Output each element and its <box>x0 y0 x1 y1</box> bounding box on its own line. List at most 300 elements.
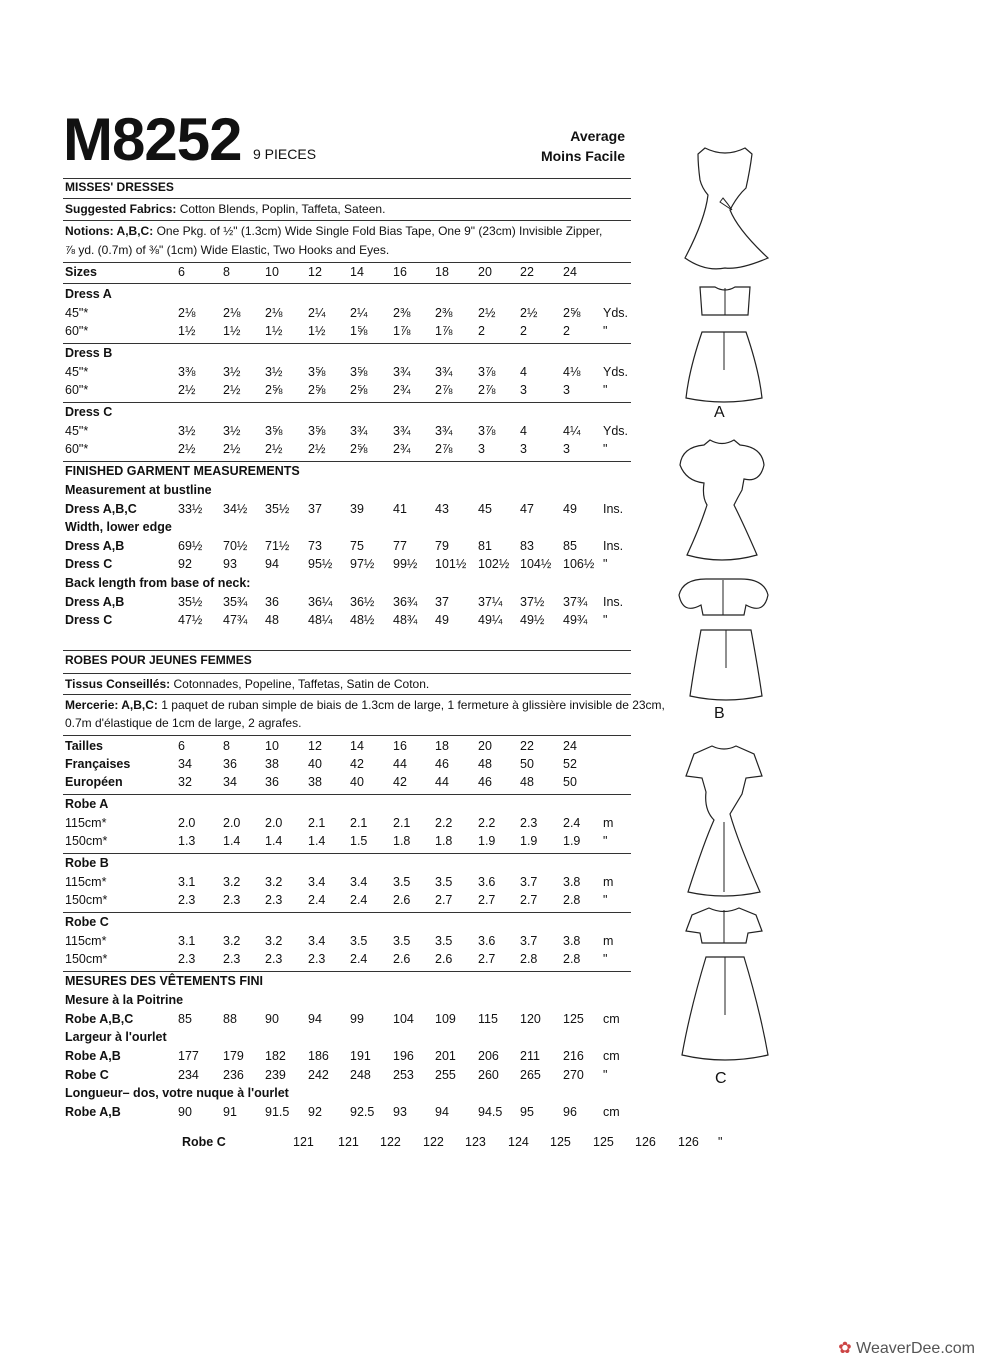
cell: 36½ <box>350 595 375 609</box>
cell: 2⅞ <box>435 442 453 456</box>
cell: 35½ <box>178 595 203 609</box>
cell: 2.7 <box>478 952 496 966</box>
cell: 49 <box>435 613 449 627</box>
cell: 90 <box>265 1012 279 1026</box>
cell: 2.8 <box>520 952 538 966</box>
table-row <box>63 932 643 951</box>
row-label: Dress A,B,C <box>65 502 137 516</box>
row-label: 115cm* <box>65 816 107 830</box>
cell: " <box>603 557 608 571</box>
cell: 2 <box>520 324 527 338</box>
cell: 50 <box>563 775 577 789</box>
cell: 3.4 <box>350 875 368 889</box>
cell: 2⅜ <box>435 306 453 320</box>
figure-label-a: A <box>714 404 725 421</box>
cell: 3.6 <box>478 934 496 948</box>
cell: m <box>603 816 614 830</box>
cell: 20 <box>478 265 492 279</box>
cell: 4⅛ <box>563 365 581 379</box>
divider <box>63 198 631 199</box>
cell: 2½ <box>520 306 538 320</box>
fabrics-en <box>65 200 385 218</box>
table-row <box>63 950 643 969</box>
cell: 24 <box>563 265 577 279</box>
cell: 104 <box>393 1012 414 1026</box>
cell: 211 <box>520 1049 540 1063</box>
row-label: 45"* <box>65 306 89 320</box>
cell: 2.4 <box>308 893 326 907</box>
cell: 2½ <box>478 306 496 320</box>
row-label: 150cm* <box>65 834 108 848</box>
table-row <box>63 913 643 932</box>
table-row <box>63 795 643 814</box>
sub-heading <box>63 991 643 1010</box>
cell: 260 <box>478 1068 499 1082</box>
cell: 90 <box>178 1105 192 1119</box>
cell: 1.9 <box>563 834 581 848</box>
notions-text: One Pkg. of ½" (1.3cm) Wide Single Fold Bias Tape, One 9" (23cm) Invisible Zipper, <box>156 224 603 238</box>
cell: 3.7 <box>520 934 538 948</box>
cell: 92.5 <box>350 1105 375 1119</box>
cell: 126 <box>635 1135 656 1149</box>
cell: 35¾ <box>223 595 248 609</box>
cell: 24 <box>563 739 577 753</box>
cell: 48¼ <box>308 613 333 627</box>
cell: 35½ <box>265 502 290 516</box>
table-row <box>63 832 643 851</box>
cell: 1.3 <box>178 834 196 848</box>
cell: 3.7 <box>520 875 538 889</box>
cell: 2.8 <box>563 893 581 907</box>
cell: 3.1 <box>178 875 196 889</box>
cell: 1⅞ <box>435 324 453 338</box>
cell: 2.3 <box>178 952 196 966</box>
cell: 2½ <box>223 383 241 397</box>
cell: 94 <box>308 1012 322 1026</box>
width-heading: Width, lower edge <box>65 520 172 534</box>
cell: m <box>603 875 614 889</box>
cell: 123 <box>465 1135 486 1149</box>
cell: 124 <box>508 1135 529 1149</box>
cell: 8 <box>223 265 230 279</box>
cell: 1.8 <box>393 834 411 848</box>
cell: 33½ <box>178 502 203 516</box>
cell: 206 <box>478 1049 499 1063</box>
cell: 101½ <box>435 557 467 571</box>
cell: 120 <box>520 1012 541 1026</box>
row-label: Robe A,B <box>65 1049 121 1063</box>
cell: 2⅞ <box>478 383 496 397</box>
cell: 44 <box>435 775 449 789</box>
cell: 44 <box>393 757 407 771</box>
dress-c-skirt-drawing <box>680 955 770 1065</box>
cell: 2.3 <box>223 893 241 907</box>
table-row <box>63 403 643 422</box>
cell: 1.5 <box>350 834 368 848</box>
cell: 3½ <box>178 424 196 438</box>
cell: 2⅛ <box>178 306 196 320</box>
table-row <box>63 755 643 774</box>
cell: 3¾ <box>393 365 411 379</box>
cell: 91 <box>223 1105 237 1119</box>
dress-b-bodice-drawing <box>676 575 771 625</box>
footer-brand <box>838 1338 975 1358</box>
row-heading: Dress A <box>65 287 112 301</box>
cell: 96 <box>563 1105 577 1119</box>
row-heading: Dress B <box>65 346 113 360</box>
fgm-heading: FINISHED GARMENT MEASUREMENTS <box>65 464 300 478</box>
section-title-en: MISSES' DRESSES <box>65 180 174 194</box>
dress-c-drawing <box>674 742 774 902</box>
cell: 1.9 <box>478 834 496 848</box>
cell: 2¾ <box>393 383 411 397</box>
cell: 3.4 <box>308 934 326 948</box>
cell: 52 <box>563 757 577 771</box>
cell: 3.8 <box>563 934 581 948</box>
cell: 2.1 <box>350 816 368 830</box>
cell: 2.8 <box>563 952 581 966</box>
cell: 94.5 <box>478 1105 503 1119</box>
row-heading: Robe C <box>65 915 109 929</box>
cell: 49¼ <box>478 613 503 627</box>
row-label: 115cm* <box>65 875 107 889</box>
cell: 37¾ <box>563 595 588 609</box>
cell: 2.4 <box>350 952 368 966</box>
cell: 1½ <box>178 324 196 338</box>
cell: 115 <box>478 1012 498 1026</box>
spool-icon: ✿ <box>838 1340 852 1357</box>
cell: 2⅝ <box>350 383 368 397</box>
cell: 34½ <box>223 502 248 516</box>
row-label: 150cm* <box>65 893 108 907</box>
cell: 42 <box>393 775 407 789</box>
cell: 4 <box>520 424 527 438</box>
table-row <box>63 737 643 756</box>
cell: 88 <box>223 1012 237 1026</box>
cell: 2.3 <box>265 893 283 907</box>
cell: 216 <box>563 1049 584 1063</box>
row-label: Européen <box>65 775 123 789</box>
cell: 2 <box>563 324 570 338</box>
cell: 3 <box>563 442 570 456</box>
table-row <box>63 814 643 833</box>
cell: 179 <box>223 1049 244 1063</box>
cell: 3.5 <box>350 934 368 948</box>
sub-heading <box>63 518 643 537</box>
cell: 92 <box>308 1105 322 1119</box>
divider <box>63 694 631 695</box>
cell: 1.4 <box>308 834 326 848</box>
cell: 1.8 <box>435 834 453 848</box>
section-title-fr: ROBES POUR JEUNES FEMMES <box>65 653 252 667</box>
table-row <box>63 873 643 892</box>
row-label: 45"* <box>65 365 89 379</box>
fabrics-text: Cotton Blends, Poplin, Taffeta, Sateen. <box>179 202 386 216</box>
cell: 2.4 <box>563 816 581 830</box>
table-row <box>63 440 643 459</box>
cell: 48½ <box>350 613 375 627</box>
cell: 3⅞ <box>478 365 496 379</box>
cell: 93 <box>223 557 237 571</box>
cell: 1½ <box>265 324 283 338</box>
cell: cm <box>603 1105 620 1119</box>
cell: 201 <box>435 1049 456 1063</box>
dress-a-bodice-drawing <box>695 285 755 325</box>
dress-b-skirt-drawing <box>686 628 766 703</box>
cell: 2.4 <box>350 893 368 907</box>
piece-count: 9 PIECES <box>253 146 317 162</box>
cell: cm <box>603 1012 620 1026</box>
cell: 3⅝ <box>308 424 326 438</box>
cell: " <box>603 613 608 627</box>
dress-a-skirt-drawing <box>684 330 764 405</box>
notions-text: 1 paquet de ruban simple de biais de 1.3cm de large, 1 fermeture à glissière invisible de 23cm, <box>161 698 665 712</box>
cell: 94 <box>435 1105 449 1119</box>
cell: 2 <box>478 324 485 338</box>
cell: 97½ <box>350 557 375 571</box>
cell: 47 <box>520 502 534 516</box>
cell: 48 <box>520 775 534 789</box>
cell: 2⅝ <box>308 383 326 397</box>
cell: 2⅞ <box>435 383 453 397</box>
cell: 2.1 <box>393 816 411 830</box>
section-heading <box>63 972 643 991</box>
cell: 121 <box>338 1135 359 1149</box>
cell: 2.6 <box>435 952 453 966</box>
cell: 1⅞ <box>393 324 411 338</box>
cell: 46 <box>478 775 492 789</box>
cell: " <box>603 442 608 456</box>
fabrics-text: Cotonnades, Popeline, Taffetas, Satin de Coton. <box>173 677 430 691</box>
cell: 104½ <box>520 557 552 571</box>
row-label: Robe A,B <box>65 1105 121 1119</box>
cell: 3¾ <box>435 365 453 379</box>
cell: 1.4 <box>265 834 283 848</box>
cell: 3.4 <box>308 875 326 889</box>
sub-heading <box>63 481 643 500</box>
figure-label-b: B <box>714 705 725 722</box>
cell: 2½ <box>223 442 241 456</box>
largeur-heading: Largeur à l'ourlet <box>65 1030 167 1044</box>
table-row <box>63 555 643 574</box>
cell: 48 <box>478 757 492 771</box>
divider <box>63 220 631 221</box>
cell: 196 <box>393 1049 414 1063</box>
cell: 92 <box>178 557 192 571</box>
cell: " <box>603 383 608 397</box>
cell: 182 <box>265 1049 286 1063</box>
cell: 95 <box>520 1105 534 1119</box>
cell: 41 <box>393 502 407 516</box>
pattern-number: M8252 <box>63 106 242 173</box>
divider <box>63 673 631 674</box>
cell: 3¾ <box>350 424 368 438</box>
cell: 2.6 <box>393 952 411 966</box>
cell: 3½ <box>223 365 241 379</box>
notions-label: Mercerie: A,B,C: <box>65 698 158 712</box>
cell: 2.3 <box>308 952 326 966</box>
cell: 2.6 <box>393 893 411 907</box>
longueur-heading: Longueur– dos, votre nuque à l'ourlet <box>65 1086 289 1100</box>
row-label: Dress A,B <box>65 539 125 553</box>
row-label: Dress C <box>65 557 113 571</box>
row-label: 150cm* <box>65 952 108 966</box>
cell: 1.4 <box>223 834 241 848</box>
cell: 3⅝ <box>308 365 326 379</box>
cell: 91.5 <box>265 1105 290 1119</box>
cell: 14 <box>350 739 364 753</box>
cell: 3 <box>563 383 570 397</box>
cell: 3½ <box>223 424 241 438</box>
cell: 2¾ <box>393 442 411 456</box>
cell: 37 <box>308 502 322 516</box>
table-row <box>63 854 643 873</box>
cell: 1.9 <box>520 834 538 848</box>
cell: 102½ <box>478 557 510 571</box>
cell: 93 <box>393 1105 407 1119</box>
cell: 36¼ <box>308 595 333 609</box>
cell: 37½ <box>520 595 545 609</box>
cell: 2⅛ <box>223 306 241 320</box>
row-label: Dress A,B <box>65 595 125 609</box>
cell: 3.2 <box>265 875 283 889</box>
cell: 3.5 <box>435 875 453 889</box>
cell: 94 <box>265 557 279 571</box>
table-row <box>63 304 643 323</box>
fabrics-fr <box>65 675 429 693</box>
row-label: 115cm* <box>65 934 107 948</box>
cell: 2.3 <box>265 952 283 966</box>
cell: 186 <box>308 1049 329 1063</box>
cell: 48 <box>265 613 279 627</box>
cell: 10 <box>265 739 279 753</box>
notions-en-2: ⅞ yd. (0.7m) of ⅜" (1cm) Wide Elastic, Two Hooks and Eyes. <box>65 243 390 257</box>
cell: 3 <box>478 442 485 456</box>
cell: " <box>603 893 608 907</box>
cell: 77 <box>393 539 407 553</box>
cell: 1½ <box>308 324 326 338</box>
cell: Yds. <box>603 424 629 438</box>
cell: 47¾ <box>223 613 248 627</box>
cell: 242 <box>308 1068 329 1082</box>
cell: 20 <box>478 739 492 753</box>
cell: Ins. <box>603 539 624 553</box>
cell: 71½ <box>265 539 290 553</box>
cell: 3.8 <box>563 875 581 889</box>
row-label: 45"* <box>65 424 89 438</box>
cell: 3⅝ <box>265 424 283 438</box>
cell: 43 <box>435 502 449 516</box>
cell: 14 <box>350 265 364 279</box>
cell: 50 <box>520 757 534 771</box>
table-row <box>63 891 643 910</box>
cell: 2⅝ <box>350 442 368 456</box>
table-row <box>63 773 643 792</box>
cell: 1½ <box>223 324 241 338</box>
cell: 85 <box>178 1012 192 1026</box>
cell: 2½ <box>178 383 196 397</box>
poitrine-heading: Mesure à la Poitrine <box>65 993 184 1007</box>
cell: 34 <box>223 775 237 789</box>
cell: 3.6 <box>478 875 496 889</box>
cell: 79 <box>435 539 449 553</box>
sub-heading <box>63 574 643 593</box>
table-row <box>63 344 643 363</box>
cell: 125 <box>563 1012 584 1026</box>
row-label: Robe C <box>65 1068 109 1082</box>
table-row <box>63 1066 643 1085</box>
cell: 1⅝ <box>350 324 368 338</box>
row-label: Robe A,B,C <box>65 1012 134 1026</box>
cell: 32 <box>178 775 192 789</box>
cell: 2.2 <box>435 816 453 830</box>
cell: 81 <box>478 539 492 553</box>
difficulty <box>541 126 625 166</box>
table-row <box>63 1010 643 1029</box>
row-label: Robe C <box>182 1135 226 1149</box>
difficulty-en: Average <box>570 128 625 144</box>
cell: 48¾ <box>393 613 418 627</box>
cell: 2.0 <box>265 816 283 830</box>
cell: " <box>603 952 608 966</box>
cell: 3⅝ <box>350 365 368 379</box>
cell: 16 <box>393 265 407 279</box>
cell: 34 <box>178 757 192 771</box>
cell: 99 <box>350 1012 364 1026</box>
notions-fr-2: 0.7m d'élastique de 1cm de large, 2 agrafes. <box>65 716 302 730</box>
dress-a-drawing <box>680 140 770 280</box>
figure-label-c: C <box>715 1070 727 1087</box>
cell: 2⅛ <box>265 306 283 320</box>
table-row <box>63 1047 643 1066</box>
table-row <box>63 422 643 441</box>
cell: 2.7 <box>478 893 496 907</box>
cell: 2.3 <box>223 952 241 966</box>
section-heading <box>63 462 643 481</box>
cell: 46 <box>435 757 449 771</box>
table-row <box>63 322 643 341</box>
cell: 248 <box>350 1068 371 1082</box>
sizes-row <box>63 263 643 282</box>
cell: 37¼ <box>478 595 503 609</box>
cell: 2.7 <box>520 893 538 907</box>
cell: 3.5 <box>393 934 411 948</box>
row-label: Tailles <box>65 739 103 753</box>
cell: 270 <box>563 1068 584 1082</box>
sub-heading <box>63 1028 643 1047</box>
cell: 3.2 <box>223 934 241 948</box>
cell: 2⅝ <box>563 306 581 320</box>
cell: 38 <box>265 757 279 771</box>
cell: 45 <box>478 502 492 516</box>
cell: 22 <box>520 739 534 753</box>
cell: 3 <box>520 383 527 397</box>
cell: 2.1 <box>308 816 326 830</box>
cell: 49 <box>563 502 577 516</box>
cell: 265 <box>520 1068 541 1082</box>
cell: 191 <box>350 1049 371 1063</box>
cell: 40 <box>350 775 364 789</box>
cell: 6 <box>178 739 185 753</box>
cell: 4¼ <box>563 424 581 438</box>
row-label: Dress C <box>65 613 113 627</box>
cell: " <box>603 1068 608 1082</box>
cell: 2⅜ <box>393 306 411 320</box>
cell: 2¼ <box>308 306 326 320</box>
table-row <box>63 500 643 519</box>
cell: 125 <box>593 1135 614 1149</box>
cell: 8 <box>223 739 230 753</box>
